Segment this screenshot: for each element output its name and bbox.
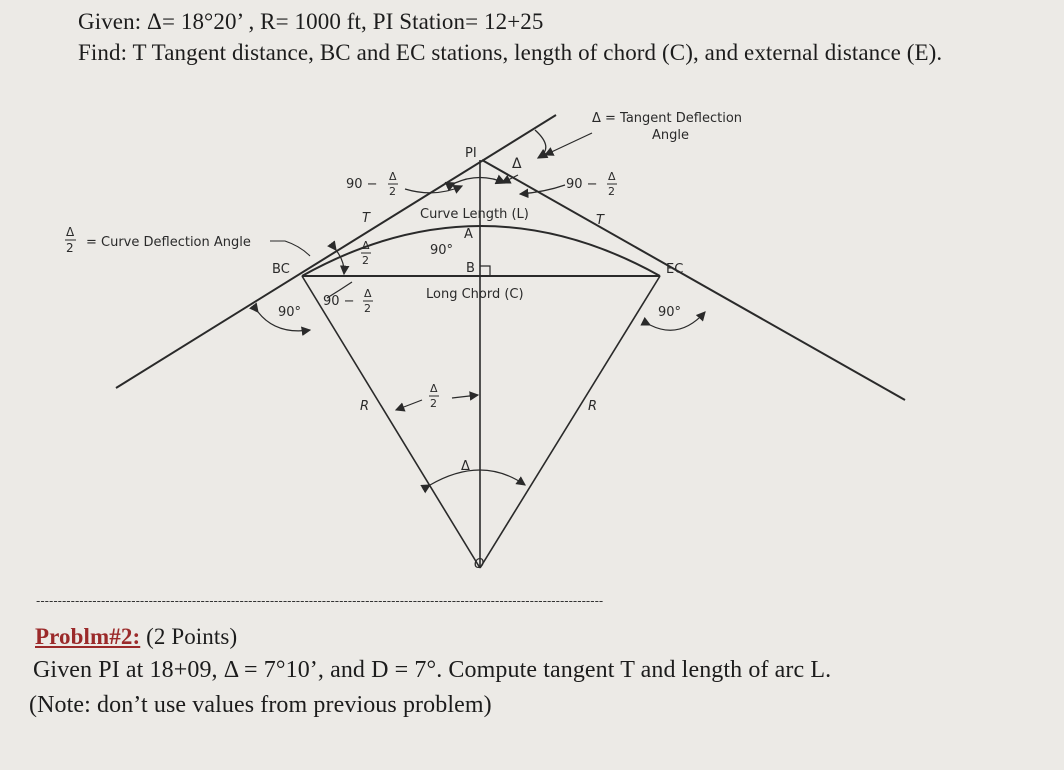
problem2-given: Given PI at 18+09, Δ = 7°10’, and D = 7°. Compute tangent T and length of arc L. (33, 657, 832, 683)
lower-left-frac-den: 2 (364, 302, 371, 315)
pi-delta-label: Δ (512, 156, 522, 172)
curve-deflection-leader (270, 241, 310, 256)
upper-right-frac-den: 2 (608, 185, 615, 198)
half-delta-right-arrow (452, 395, 478, 398)
point-b-label: B (466, 261, 475, 276)
upper-left-frac-num: Δ (389, 170, 397, 183)
tangent-t-right: T (596, 213, 604, 228)
center-half-delta-num: Δ (430, 382, 438, 395)
forward-tangent-line (482, 160, 905, 400)
curve-deflection-frac-den: 2 (66, 241, 74, 255)
bc-label: BC (272, 262, 290, 277)
center-delta-label: Δ (461, 459, 470, 474)
problem2-points: (2 Points) (146, 624, 238, 649)
right-angle-marker (480, 266, 490, 276)
half-delta-left-arrow (396, 400, 422, 410)
radius-left-label: R (360, 399, 370, 414)
pi-angle-arc (535, 130, 546, 158)
center-half-delta-den: 2 (430, 397, 437, 410)
pi-label: PI (465, 146, 477, 161)
ec-label: EC (666, 262, 684, 277)
tangent-deflection-label-2: Angle (652, 128, 689, 143)
circular-curve (302, 226, 660, 276)
problem2-note: (Note: don’t use values from previous problem) (29, 692, 492, 718)
curve-deflection-frac-num: Δ (66, 225, 75, 239)
problem2-label: Problm#2: (35, 624, 141, 649)
ninety-minus-upper-left: 90 − (346, 177, 378, 192)
upper-left-frac-den: 2 (389, 185, 396, 198)
bc-half-delta-den: 2 (362, 254, 369, 267)
ec-ninety-deg-label: 90° (658, 305, 682, 320)
tangent-deflection-arrow (545, 133, 592, 155)
problem1-given: Given: Δ= 18°20’ , R= 1000 ft, PI Station= 12+25 (78, 9, 544, 34)
tangent-t-left: T (362, 211, 370, 226)
radius-right-label: R (588, 399, 598, 414)
back-tangent-line (116, 115, 556, 388)
bc-half-delta-num: Δ (362, 239, 370, 252)
long-chord-label: Long Chord (C) (426, 287, 524, 302)
bc-ninety-deg-label: 90° (278, 305, 302, 320)
lower-left-frac-num: Δ (364, 287, 372, 300)
center-o-label: O (474, 557, 485, 572)
ninety-minus-lower-left: 90 − (323, 294, 355, 309)
center-angle-arc (430, 470, 525, 485)
ninety-deg-b-label: 90° (430, 243, 454, 258)
dashed-divider: ----------------------------------------------------------------------------------------------------------------------------------- (36, 594, 604, 608)
tangent-deflection-label-1: Δ = Tangent Deflection (592, 111, 743, 126)
problem2-heading (35, 624, 237, 650)
problem1-find: Find: T Tangent distance, BC and EC stations, length of chord (C), and external distance (E). (78, 40, 943, 65)
curve-length-label: Curve Length (L) (420, 207, 529, 222)
radius-right-line (480, 276, 660, 568)
radius-left-line (302, 276, 480, 568)
curve-deflection-label: = Curve Deflection Angle (86, 235, 251, 250)
bc-deflection-arc (336, 250, 344, 274)
point-a-label: A (464, 227, 473, 242)
upper-right-frac-num: Δ (608, 170, 616, 183)
ninety-minus-upper-right: 90 − (566, 177, 598, 192)
